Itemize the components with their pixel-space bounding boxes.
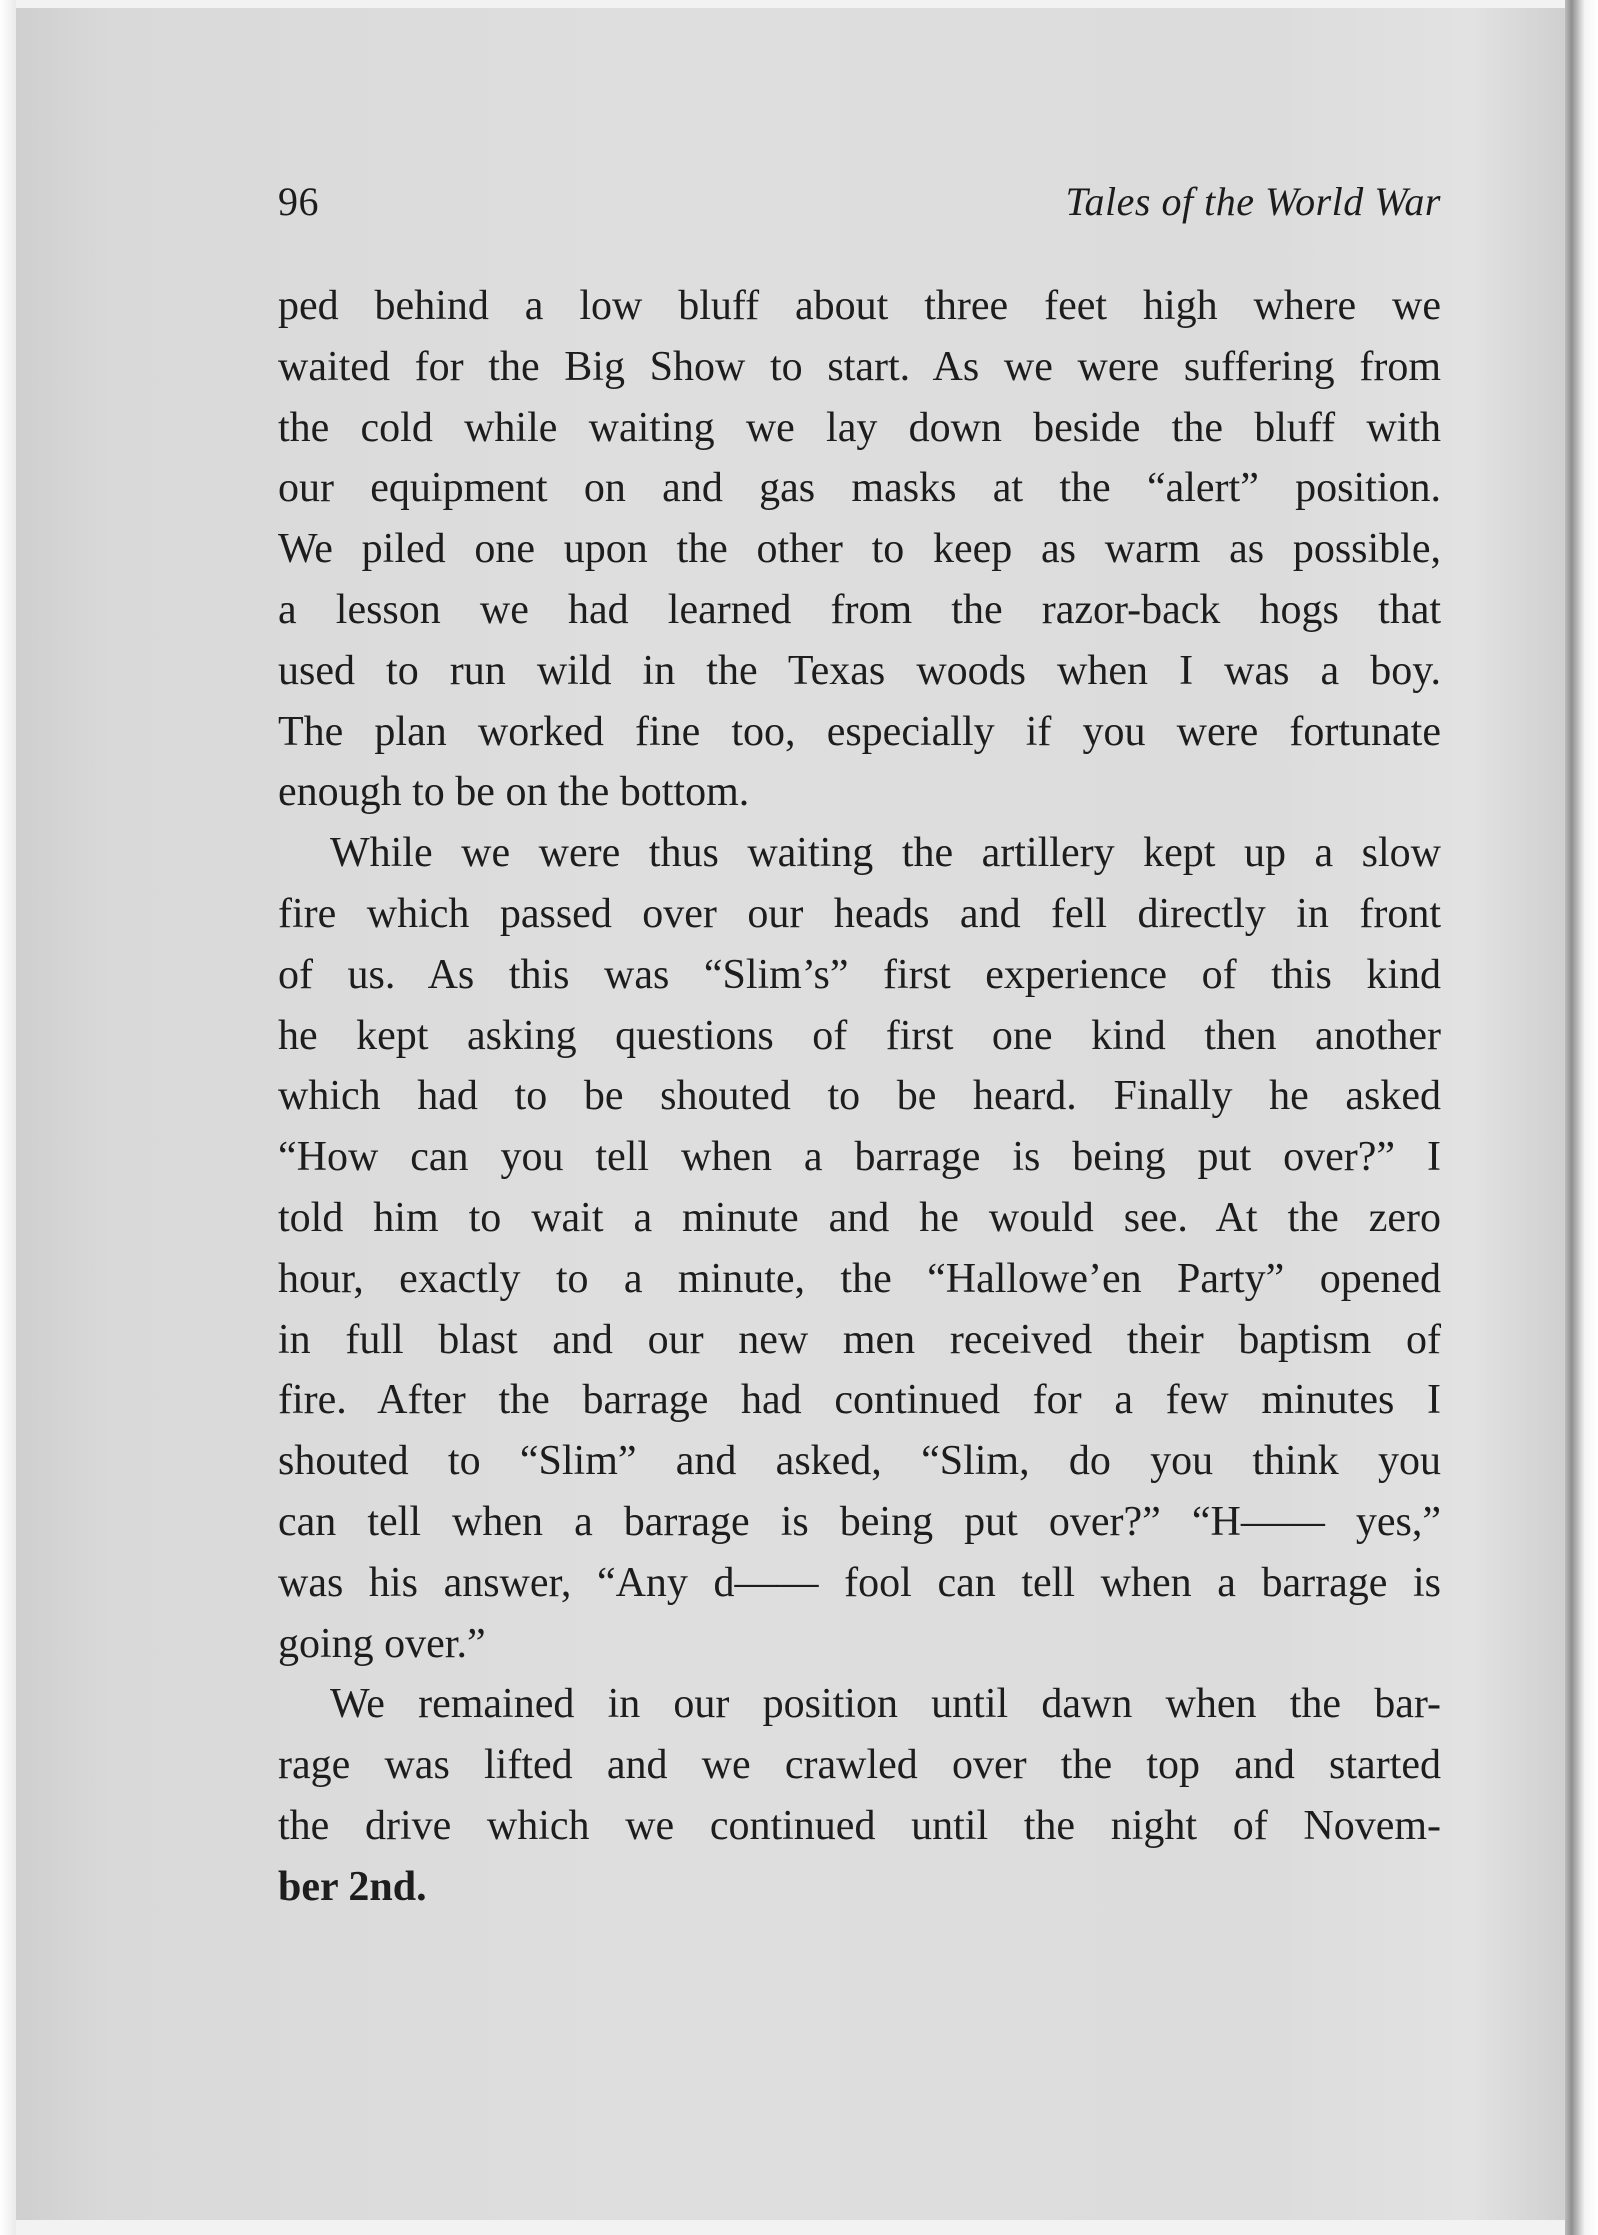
text-line: shouted to “Slim” and asked, “Slim, do you think you xyxy=(278,1438,1441,1485)
page-edge-shadow xyxy=(1565,0,1598,2235)
paragraph-1 xyxy=(278,276,1441,823)
text-line: of us. As this was “Slim’s” first experience of this kind xyxy=(278,951,1441,998)
text-line: While we were thus waiting the artillery kept up a slow xyxy=(330,830,1441,877)
text-line: “How can you tell when a barrage is being put over?” I xyxy=(278,1134,1441,1181)
paragraph-3 xyxy=(278,1674,1441,1917)
text-line: waited for the Big Show to start. As we were suffering from xyxy=(278,343,1441,390)
text-line: was his answer, “Any d—— fool can tell when a barrage is xyxy=(278,1559,1441,1606)
text-line: the cold while waiting we lay down beside the bluff with xyxy=(278,404,1441,451)
running-title: Tales of the World War xyxy=(1065,179,1441,224)
text-line: he kept asking questions of first one kind then another xyxy=(278,1012,1441,1059)
text-line: our equipment on and gas masks at the “alert” position. xyxy=(278,465,1441,512)
text-line: We remained in our position until dawn when the bar- xyxy=(330,1681,1441,1728)
text-line: fire which passed over our heads and fell directly in front xyxy=(278,890,1441,937)
text-line: enough to be on the bottom. xyxy=(278,769,750,816)
text-line: ber 2nd. xyxy=(278,1863,427,1910)
text-line: We piled one upon the other to keep as warm as possible, xyxy=(278,526,1441,573)
page-header xyxy=(278,178,1441,238)
text-line: going over.” xyxy=(278,1620,486,1667)
body-text xyxy=(278,276,1441,1918)
text-line: the drive which we continued until the night of Novem- xyxy=(278,1802,1441,1849)
page-number: 96 xyxy=(278,179,319,224)
text-line: ped behind a low bluff about three feet high where we xyxy=(278,283,1441,329)
scan-margin-left xyxy=(0,0,16,2235)
text-line: fire. After the barrage had continued for a few minutes I xyxy=(278,1377,1441,1424)
text-line: can tell when a barrage is being put over?” “H—— yes,” xyxy=(278,1498,1441,1545)
text-line: in full blast and our new men received their baptism of xyxy=(278,1316,1441,1363)
text-line: The plan worked fine too, especially if you were fortunate xyxy=(278,708,1441,755)
paragraph-2 xyxy=(278,823,1441,1674)
text-line: used to run wild in the Texas woods when I was a boy. xyxy=(278,647,1441,694)
text-line: which had to be shouted to be heard. Finally he asked xyxy=(278,1073,1441,1120)
text-line: hour, exactly to a minute, the “Hallowe’en Party” opened xyxy=(278,1255,1441,1302)
text-line: rage was lifted and we crawled over the top and started xyxy=(278,1742,1441,1789)
text-line: told him to wait a minute and he would see. At the zero xyxy=(278,1194,1441,1241)
text-line: a lesson we had learned from the razor-back hogs that xyxy=(278,586,1441,633)
